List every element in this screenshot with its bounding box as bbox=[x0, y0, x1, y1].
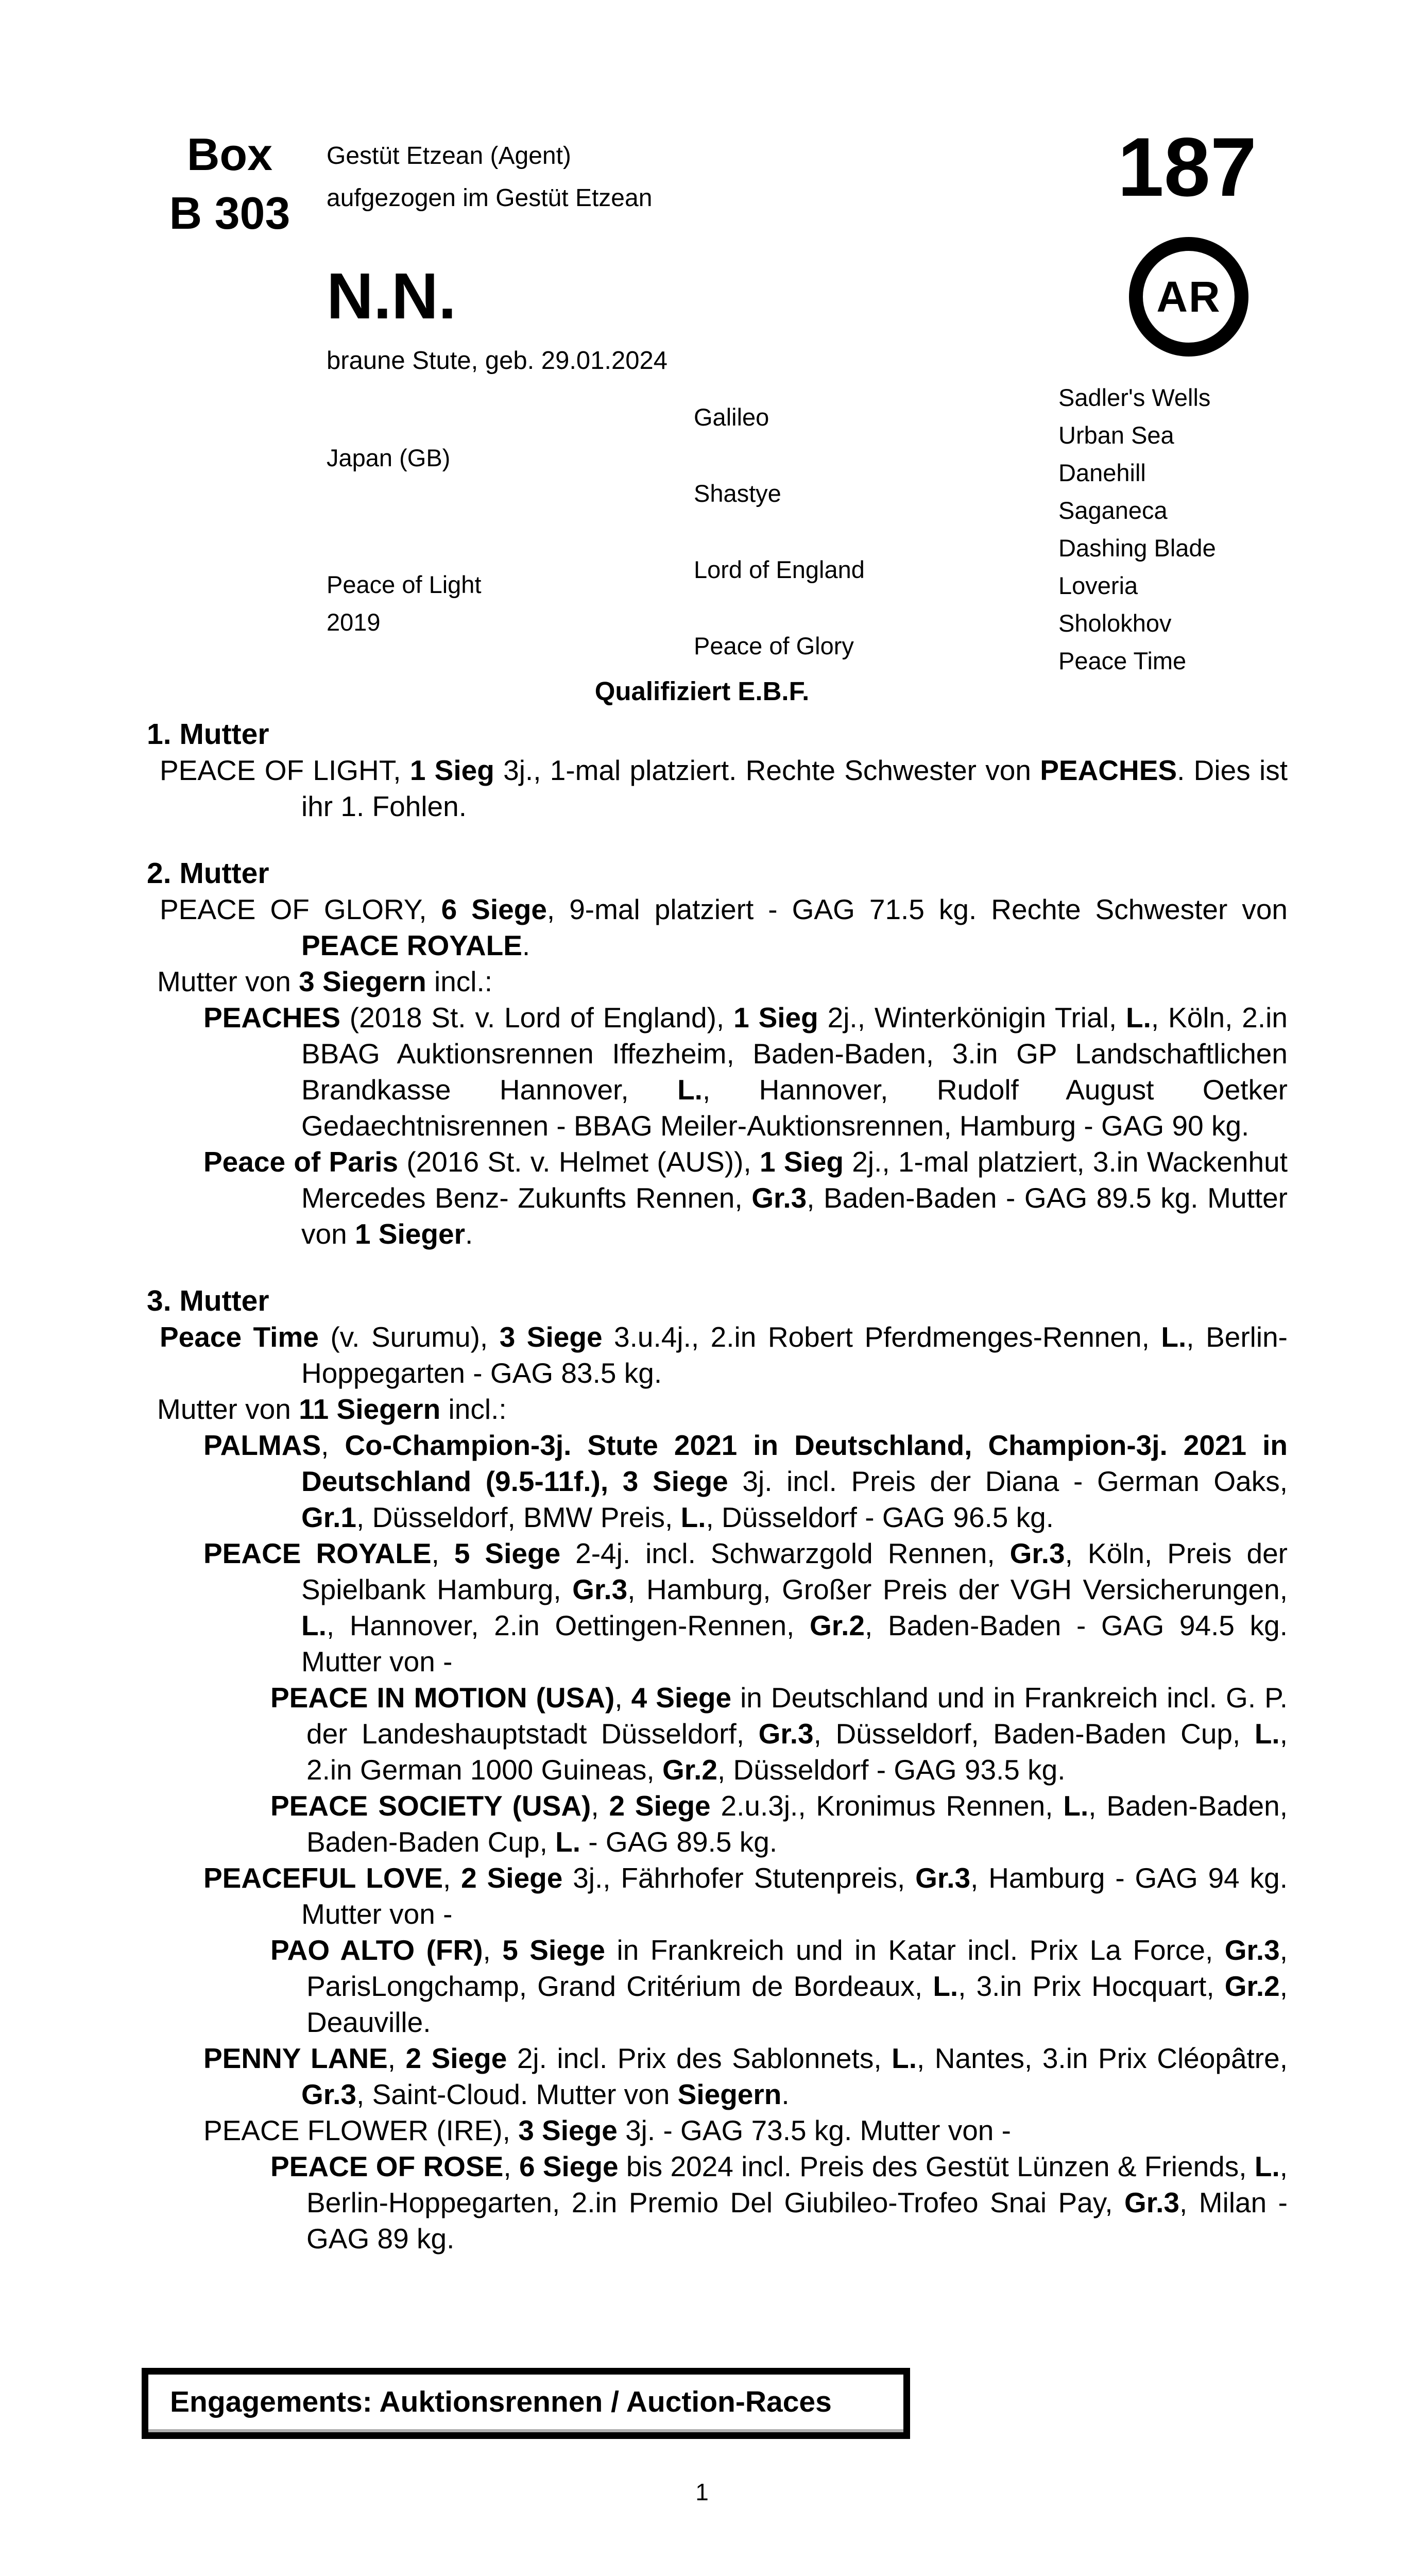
dam-of-winners-note: Mutter von 11 Siegern incl.: bbox=[157, 1393, 507, 1425]
dam-of-winners-note: Mutter von 3 Siegern incl.: bbox=[157, 965, 493, 997]
box-label: Box bbox=[186, 129, 273, 180]
pedigree-gen3-name: Saganeca bbox=[1058, 497, 1168, 524]
dam-entry-peace-time: Peace Time (v. Surumu), 3 Siege 3.u.4j., 2.in Robert Pferdmenges-Rennen, L., Berlin-Hoppegarten - GAG 83.5 kg. bbox=[160, 1321, 1288, 1389]
produce-entry-peace-society: PEACE SOCIETY (USA), 2 Siege 2.u.3j., Kronimus Rennen, L., Baden-Baden, Baden-Baden Cup, L. - GAG 89.5 kg. bbox=[270, 1790, 1288, 1858]
pedigree-dam-year: 2019 bbox=[327, 608, 381, 636]
mutter-section bbox=[147, 1283, 1288, 2257]
section-heading: 1. Mutter bbox=[147, 718, 269, 751]
produce-entry-peace-of-rose: PEACE OF ROSE, 6 Siege bis 2024 incl. Preis des Gestüt Lünzen & Friends, L., Berlin-Hoppegarten, 2.in Premio Del Giubileo-Trofeo Snai Pay, Gr.3, Milan - GAG 89 kg. bbox=[270, 2150, 1288, 2255]
pedigree-gen3-name: Dashing Blade bbox=[1058, 534, 1216, 562]
engagements-box bbox=[142, 2368, 910, 2439]
section-heading: 2. Mutter bbox=[147, 857, 269, 890]
pedigree-dam-sire: Lord of England bbox=[694, 556, 865, 583]
mutter-section bbox=[147, 855, 1288, 1252]
engagements-inner bbox=[148, 2375, 903, 2432]
pedigree-gen3-name: Urban Sea bbox=[1058, 421, 1174, 449]
consignor-name: Gestüt Etzean (Agent) bbox=[327, 142, 571, 170]
auction-race-badge bbox=[1129, 237, 1248, 357]
produce-entry-peaches: PEACHES (2018 St. v. Lord of England), 1 Sieg 2j., Winterkönigin Trial, L., Köln, 2.in BBAG Auktionsrennen Iffezheim, Baden-Baden, 3.in GP Landschaftlichen Brandkasse Hannover, L., Hannover, Rudolf August Oetker Gedaechtnisrennen - BBAG Meiler-Auktionsrennen, Hamburg - GAG 90 kg. bbox=[203, 1002, 1288, 1142]
mutter-section bbox=[147, 716, 1288, 824]
produce-entry-peace-royale: PEACE ROYALE, 5 Siege 2-4j. incl. Schwarzgold Rennen, Gr.3, Köln, Preis der Spielbank Hamburg, Gr.3, Hamburg, Großer Preis der VGH Versicherungen, L., Hannover, 2.in Oettingen-Rennen, Gr.2, Baden-Baden - GAG 94.5 kg. Mutter von - bbox=[203, 1537, 1288, 1677]
pedigree-sire: Japan (GB) bbox=[327, 444, 451, 471]
box-number: B 303 bbox=[169, 188, 290, 239]
produce-entry-peace-flower: PEACE FLOWER (IRE), 3 Siege 3j. - GAG 73.5 kg. Mutter von - bbox=[203, 2114, 1011, 2146]
produce-entry-pao-alto: PAO ALTO (FR), 5 Siege in Frankreich und in Katar incl. Prix La Force, Gr.3, ParisLongchamp, Grand Critérium de Bordeaux, L., 3.in Prix Hocquart, Gr.2, Deauville. bbox=[270, 1934, 1288, 2038]
pedigree-sire-dam: Shastye bbox=[694, 480, 781, 507]
dam-entry-peace-of-light: PEACE OF LIGHT, 1 Sieg 3j., 1-mal platziert. Rechte Schwester von PEACHES. Dies ist ihr 1. Fohlen. bbox=[160, 754, 1288, 822]
horse-description: braune Stute, geb. 29.01.2024 bbox=[327, 347, 668, 375]
pedigree-dam-name: Peace of Light bbox=[327, 571, 482, 598]
pedigree-gen3-name: Sholokhov bbox=[1058, 609, 1172, 637]
page-number: 1 bbox=[695, 2479, 709, 2505]
produce-entry-palmas: PALMAS, Co-Champion-3j. Stute 2021 in Deutschland, Champion-3j. 2021 in Deutschland (9.5-11f.), 3 Siege 3j. incl. Preis der Diana - German Oaks, Gr.1, Düsseldorf, BMW Preis, L., Düsseldorf - GAG 96.5 kg. bbox=[203, 1429, 1288, 1533]
ebf-qualified-note: Qualifiziert E.B.F. bbox=[594, 676, 810, 706]
produce-record bbox=[147, 716, 1288, 2257]
consignor-raised-by: aufgezogen im Gestüt Etzean bbox=[327, 184, 653, 212]
produce-entry-peace-of-paris: Peace of Paris (2016 St. v. Helmet (AUS)), 1 Sieg 2j., 1-mal platziert, 3.in Wackenhut Mercedes Benz- Zukunfts Rennen, Gr.3, Baden-Baden - GAG 89.5 kg. Mutter von 1 Sieger. bbox=[203, 1146, 1288, 1250]
section-heading: 3. Mutter bbox=[147, 1284, 269, 1317]
engagements-label: Engagements: Auktionsrennen / Auction-Races bbox=[170, 2385, 832, 2418]
pedigree-gen3-name: Peace Time bbox=[1058, 647, 1187, 674]
dam-entry-peace-of-glory: PEACE OF GLORY, 6 Siege, 9-mal platziert - GAG 71.5 kg. Rechte Schwester von PEACE ROYALE. bbox=[160, 893, 1288, 961]
produce-entry-penny-lane: PENNY LANE, 2 Siege 2j. incl. Prix des Sablonnets, L., Nantes, 3.in Prix Cléopâtre, Gr.3, Saint-Cloud. Mutter von Siegern. bbox=[203, 2042, 1288, 2110]
ar-badge-icon: AR bbox=[1156, 272, 1221, 321]
consignor-block bbox=[327, 135, 652, 219]
pedigree-gen3-name: Loveria bbox=[1058, 572, 1138, 599]
produce-entry-peaceful-love: PEACEFUL LOVE, 2 Siege 3j., Fährhofer Stutenpreis, Gr.3, Hamburg - GAG 94 kg. Mutter von - bbox=[203, 1862, 1288, 1930]
pedigree-gen3-name: Danehill bbox=[1058, 459, 1146, 486]
pedigree-sire-sire: Galileo bbox=[694, 403, 769, 431]
lot-number: 187 bbox=[1117, 121, 1257, 214]
pedigree-generation3 bbox=[1058, 379, 1216, 680]
produce-entry-peace-in-motion: PEACE IN MOTION (USA), 4 Siege in Deutschland und in Frankreich incl. G. P. der Landeshauptstadt Düsseldorf, Gr.3, Düsseldorf, Baden-Baden Cup, L., 2.in German 1000 Guineas, Gr.2, Düsseldorf - GAG 93.5 kg. bbox=[270, 1682, 1288, 1786]
pedigree-dam-dam: Peace of Glory bbox=[694, 632, 854, 659]
pedigree-gen3-name: Sadler's Wells bbox=[1058, 384, 1211, 411]
horse-name: N.N. bbox=[327, 260, 456, 332]
pedigree-dam bbox=[327, 566, 482, 641]
